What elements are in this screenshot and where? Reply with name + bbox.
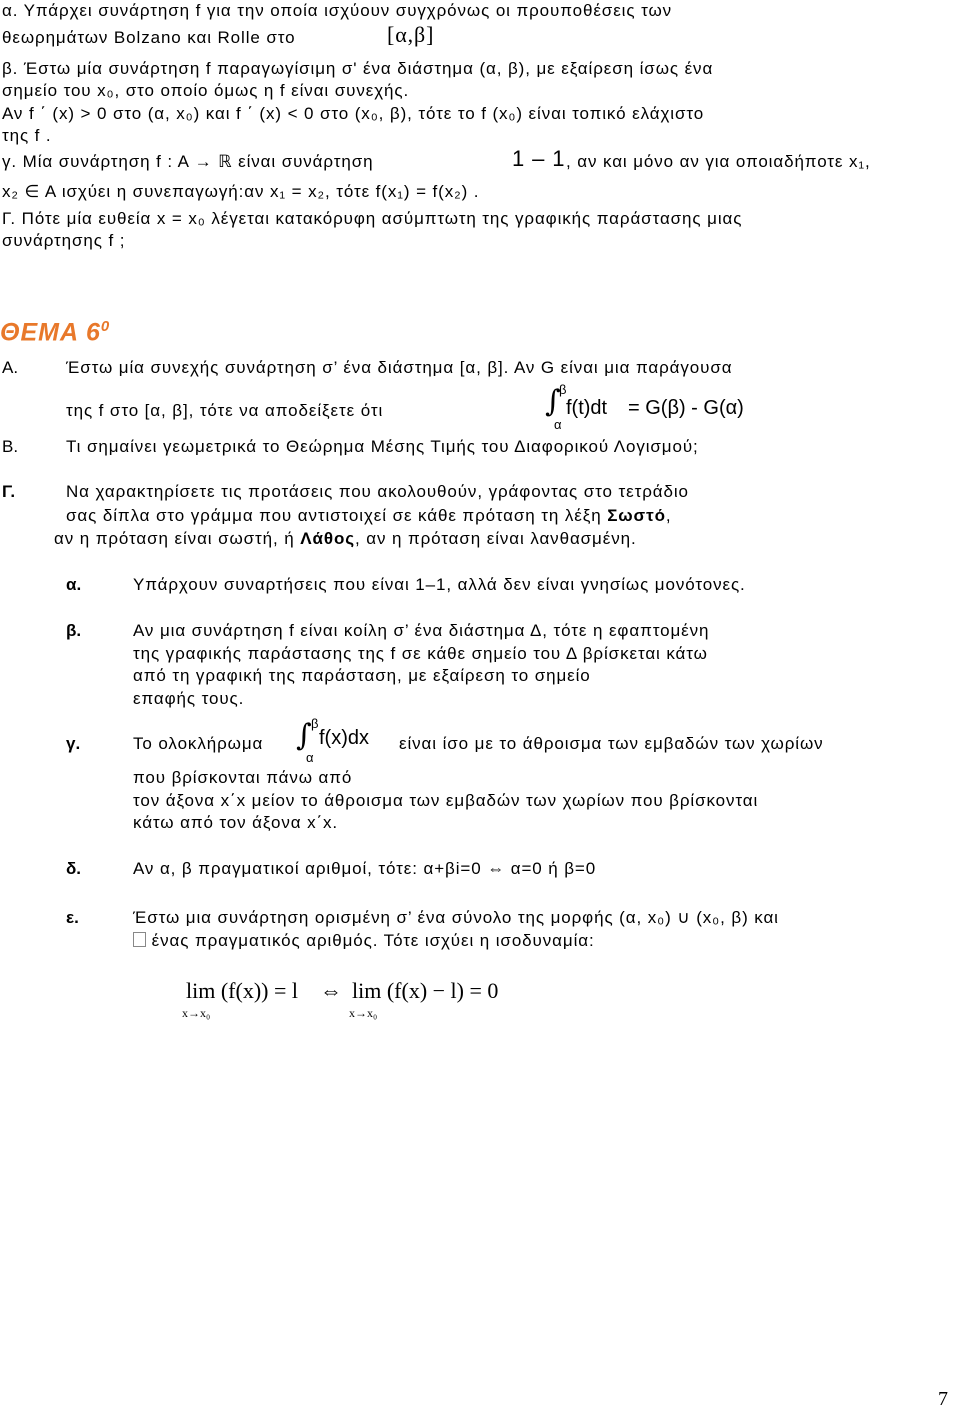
item-delta-text: Αν α, β πραγματικοί αριθμοί, τότε: α+βi=0 ⇔ α=0 ή β=0 <box>133 859 597 878</box>
C-line2-text: σας δίπλα στο γράμμα που αντιστοιχεί σε κάθε πρόταση τη λέξη <box>66 506 602 525</box>
word-correct: Σωστό <box>607 506 666 525</box>
item-epsilon-line1: Έστω μια συνάρτηση ορισμένη σ’ ένα σύνολο της μορφής (α, x₀) ∪ (x₀, β) και <box>133 908 779 927</box>
interval-alpha-beta: [α,β] <box>387 22 435 47</box>
item-beta-line4: επαφής τους. <box>133 689 245 708</box>
item-epsilon-line2 <box>133 930 595 952</box>
theme-title: ΘΕΜΑ 6 <box>0 318 101 347</box>
item-beta-line1: Αν μια συνάρτηση f είναι κοίλη σ’ ένα διάστημα Δ, τότε η εφαπτομένη <box>133 621 710 640</box>
integral-sign-icon: ∫ <box>545 384 561 419</box>
item-a-line2: θεωρημάτων Bolzano και Rolle στο <box>2 28 296 47</box>
word-wrong: Λάθος <box>300 529 355 548</box>
A-line1: Έστω μία συνεχής συνάρτηση σ’ ένα διάστημα [α, β]. Αν G είναι μια παράγουσα <box>66 358 733 377</box>
missing-glyph-box-icon <box>133 932 146 947</box>
integral-sign-icon: ∫ <box>296 718 312 753</box>
item-gamma-line2: που βρίσκονται πάνω από <box>133 768 353 787</box>
item-epsilon-line2-text: ένας πραγματικός αριθμός. Τότε ισχύει η ισοδυναμία: <box>146 931 595 950</box>
A-int-lower: α <box>554 417 562 432</box>
page-number: 7 <box>938 1388 948 1410</box>
item-alpha-text: Υπάρχουν συναρτήσεις που είναι 1–1, αλλά δεν είναι γνησίως μονότονες. <box>133 575 746 594</box>
theme-heading <box>0 318 110 347</box>
A-int-upper: β <box>559 382 567 397</box>
item-b-line2: σημείο του x₀, στο οποίο όμως η f είναι συνεχής. <box>2 81 410 100</box>
A-line2: της f στο [α, β], τότε να αποδείξετε ότι <box>66 401 384 420</box>
one-to-one-math: 1 – 1 <box>512 146 566 171</box>
limit-right: lim (f(x) − l) = 0 <box>352 978 499 1003</box>
gamma-int-upper: β <box>311 716 319 731</box>
item-b-line1: β. Έστω μία συνάρτηση f παραγωγίσιμη σ' ένα διάστημα (α, β), με εξαίρεση ίσως ένα <box>2 59 714 78</box>
item-c-line2: x₂ ∈ A ισχύει η συνεπαγωγή:αν x₁ = x₂, τότε f(x₁) = f(x₂) . <box>2 182 480 201</box>
B-label: Β. <box>2 437 19 456</box>
item-beta-label: β. <box>66 621 82 640</box>
item-gamma-line3: τον άξονα x΄x μείον το άθροισμα των εμβαδών των χωρίων που βρίσκονται <box>133 791 759 810</box>
item-b-line4: της f . <box>2 126 52 145</box>
C-line3-text: αν η πρόταση είναι σωστή, ή <box>54 529 295 548</box>
B-text: Τι σημαίνει γεωμετρικά το Θεώρημα Μέσης Τιμής του Διαφορικού Λογισμού; <box>66 437 699 456</box>
item-alpha-label: α. <box>66 575 82 594</box>
A-rhs: = G(β) - G(α) <box>628 397 744 419</box>
item-c-line1-start: γ. Μία συνάρτηση f : A → ℝ είναι συνάρτηση <box>2 152 374 171</box>
item-G-line2: συνάρτησης f ; <box>2 231 126 250</box>
limit-left: lim (f(x)) = l <box>186 978 298 1003</box>
item-a-line1: α. Υπάρχει συνάρτηση f για την οποία ισχύουν συγχρόνως οι προυποθέσεις των <box>2 1 673 20</box>
C-line3 <box>54 528 637 550</box>
theme-sup: 0 <box>100 318 111 335</box>
limit-right-sub: x→x₀ <box>349 1006 378 1020</box>
equivalence-arrow-icon: ⇔ <box>320 978 342 1003</box>
gamma-integrand: f(x)dx <box>319 727 369 749</box>
item-gamma-label: γ. <box>66 734 81 753</box>
item-gamma-end: είναι ίσο με το άθροισμα των εμβαδών των χωρίων <box>399 734 824 753</box>
item-epsilon-label: ε. <box>66 908 79 927</box>
C-label: Γ. <box>2 482 16 501</box>
item-b-line3: Αν f ΄ (x) > 0 στο (α, x₀) και f ΄ (x) < 0 στο (x₀, β), τότε το f (x₀) είναι τοπικό ελάχιστο <box>2 104 705 123</box>
item-G-line1: Γ. Πότε μία ευθεία x = x₀ λέγεται κατακόρυφη ασύμπτωτη της γραφικής παράστασης μιας <box>2 209 743 228</box>
C-line3-end: , αν η πρόταση είναι λανθασμένη. <box>354 529 637 548</box>
item-gamma-start: Το ολοκλήρωμα <box>133 734 264 753</box>
C-line1: Να χαρακτηρίσετε τις προτάσεις που ακολουθούν, γράφοντας στο τετράδιο <box>66 482 689 501</box>
item-c-line1-end: , αν και μόνο αν για οποιαδήποτε x₁, <box>566 152 871 171</box>
limit-left-sub: x→x₀ <box>182 1006 211 1020</box>
A-label: Α. <box>2 358 19 377</box>
item-delta-label: δ. <box>66 859 82 878</box>
item-beta-line3: από τη γραφική της παράσταση, με εξαίρεση το σημείο <box>133 666 591 685</box>
A-integrand: f(t)dt <box>566 397 608 419</box>
gamma-int-lower: α <box>306 750 314 765</box>
C-line2: σας δίπλα στο γράμμα που αντιστοιχεί σε κάθε πρόταση τη λέξη Σωστό, <box>66 506 672 525</box>
item-gamma-line4: κάτω από τον άξονα x΄x. <box>133 813 339 832</box>
item-beta-line2: της γραφικής παράστασης της f σε κάθε σημείο του Δ βρίσκεται κάτω <box>133 644 708 663</box>
